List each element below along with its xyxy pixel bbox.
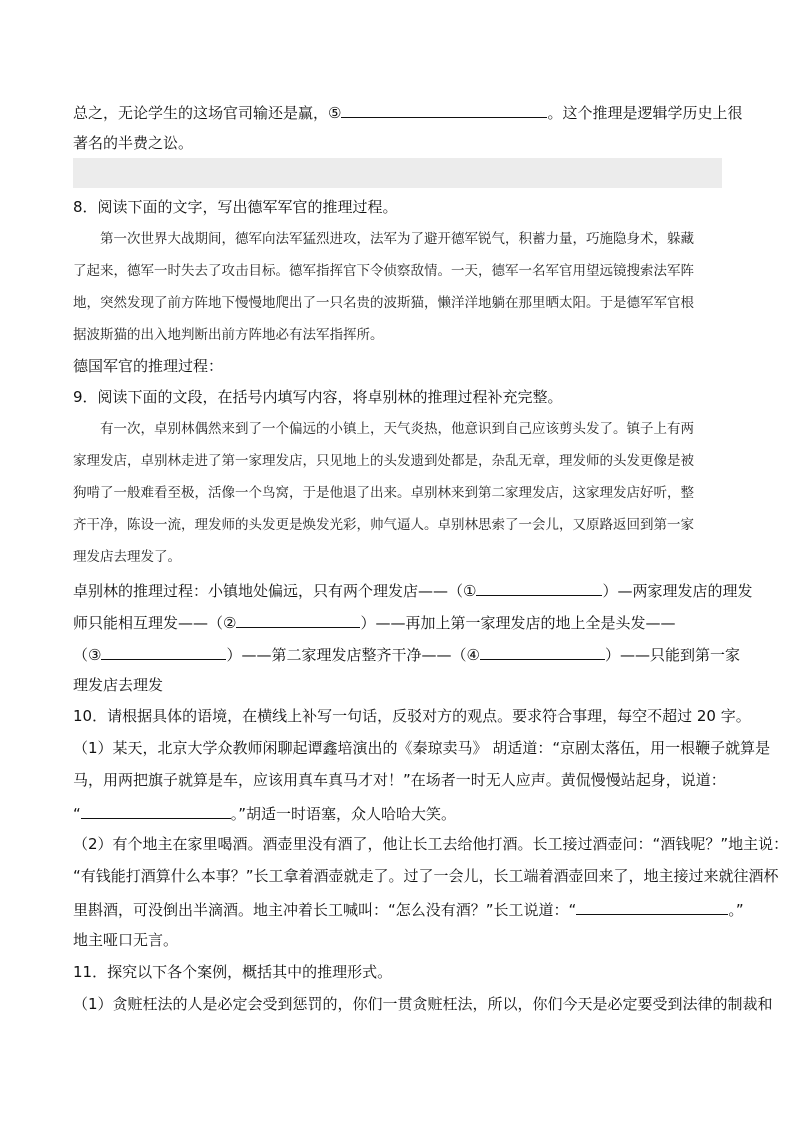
passage-line: 了起来，德军一时失去了攻击目标。德军指挥官下令侦察敌情。一天，德军一名军官用望远镜搜索法军阵 — [73, 263, 694, 279]
question-10: 10．请根据具体的语境，在横线上补写一句话，反驳对方的观点。要求符合事理，每空不超过 20 字。 — [73, 707, 751, 725]
passage-line: 有一次，卓别林偶然来到了一个偏远的小镇上，天气炎热，他意识到自己应该剪头发了。镇子上有两 — [100, 421, 694, 437]
text: 。”胡适一时语塞，众人哈哈大笑。 — [230, 805, 457, 823]
question-8: 8．阅读下面的文字，写出德军军官的推理过程。 — [73, 198, 398, 216]
passage-line: 地，突然发现了前方阵地下慢慢地爬出了一只名贵的波斯猫，懒洋洋地躺在那里晒太阳。于是德军军官根 — [73, 295, 694, 311]
blank-marker: ⑤ — [328, 104, 342, 122]
reasoning-line — [73, 579, 752, 601]
blank-marker: ③ — [88, 646, 102, 664]
answer-prompt: 德国军官的推理过程： — [73, 357, 224, 375]
text-line: （1）贪赃枉法的人是必定会受到惩罚的，你们一贯贪赃枉法，所以，你们今天是必定要受到法律的制裁和 — [73, 995, 773, 1013]
passage-line: 理发店去理发了。 — [73, 549, 181, 565]
reasoning-line — [73, 611, 675, 633]
question-11: 11．探究以下各个案例，概括其中的推理形式。 — [73, 963, 393, 981]
text: ）——再加上第一家理发店的地上全是头发—— — [360, 614, 676, 632]
answer-area — [73, 158, 722, 188]
text-line: 马，用两把旗子就算是车，应该用真车真马才对！”在场者一时无人应声。黄侃慢慢站起身，说道： — [73, 771, 726, 789]
answer-blank-3[interactable] — [101, 643, 226, 660]
text-line: （2）有个地主在家里喝酒。酒壶里没有酒了，他让长工去给他打酒。长工接过酒壶问：“酒钱呢？”地主说： — [73, 835, 789, 853]
passage-line: 第一次世界大战期间，德军向法军猛烈进攻，法军为了避开德军锐气，积蓄力量，巧施隐身术，躲藏 — [100, 231, 694, 247]
text: （ — [73, 646, 89, 664]
answer-blank-4[interactable] — [480, 643, 605, 660]
answer-blank-2[interactable] — [236, 611, 360, 628]
text-line — [73, 802, 456, 824]
text: 总之，无论学生的这场官司输还是赢， — [73, 104, 329, 122]
blank-marker: ④ — [466, 646, 480, 664]
answer-blank-10-2[interactable] — [576, 898, 728, 915]
question-9: 9．阅读下面的文段，在括号内填写内容，将卓别林的推理过程补充完整。 — [73, 388, 563, 406]
text: 。” — [728, 901, 744, 919]
text: “ — [73, 805, 81, 823]
passage-line: 据波斯猫的出入地判断出前方阵地必有法军指挥所。 — [73, 327, 384, 343]
passage-line: 狗啃了一般难看至极，活像一个鸟窝，于是他退了出来。卓别林来到第二家理发店，这家理发店好听，整 — [73, 485, 694, 501]
text: 卓别林的推理过程：小镇地处偏远，只有两个理发店——（ — [73, 582, 464, 600]
text-line: “有钱能打酒算什么本事？”长工拿着酒壶就走了。过了一会儿，长工端着酒壶回来了，地主接过来就往酒杯 — [73, 867, 779, 885]
text-line — [73, 101, 742, 123]
text: 里斟酒，可没倒出半滴酒。地主冲着长工喊叫：“怎么没有酒？”长工说道：“ — [73, 901, 577, 919]
text-line — [73, 898, 744, 920]
text: 师只能相互理发——（ — [73, 614, 224, 632]
reasoning-line: 理发店去理发 — [73, 676, 164, 694]
blank-marker: ② — [223, 614, 237, 632]
text: ）——只能到第一家 — [604, 646, 740, 664]
answer-blank-5[interactable] — [341, 101, 547, 118]
text-line: 地主哑口无言。 — [73, 931, 179, 949]
answer-blank-1[interactable] — [476, 579, 602, 596]
text-line: （1）某天，北京大学众教师闲聊起谭鑫培演出的《秦琼卖马》 胡适道：“京剧太落伍，用一根鞭子就算是 — [73, 739, 771, 757]
blank-marker: ① — [463, 582, 477, 600]
text-line: 著名的半费之讼。 — [73, 134, 194, 152]
passage-line: 齐干净，陈设一流，理发师的头发更是焕发光彩，帅气逼人。卓别林思索了一会儿，又原路返回到第一家 — [73, 517, 694, 533]
text: 。这个推理是逻辑学历史上很 — [547, 104, 743, 122]
text: ）——第二家理发店整齐干净——（ — [226, 646, 467, 664]
answer-blank-10-1[interactable] — [81, 802, 231, 819]
reasoning-line — [73, 643, 740, 665]
passage-line: 家理发店，卓别林走进了第一家理发店，只见地上的头发遗到处都是，杂乱无章，理发师的头发更像是被 — [73, 453, 694, 469]
text: ）—两家理发店的理发 — [602, 582, 753, 600]
